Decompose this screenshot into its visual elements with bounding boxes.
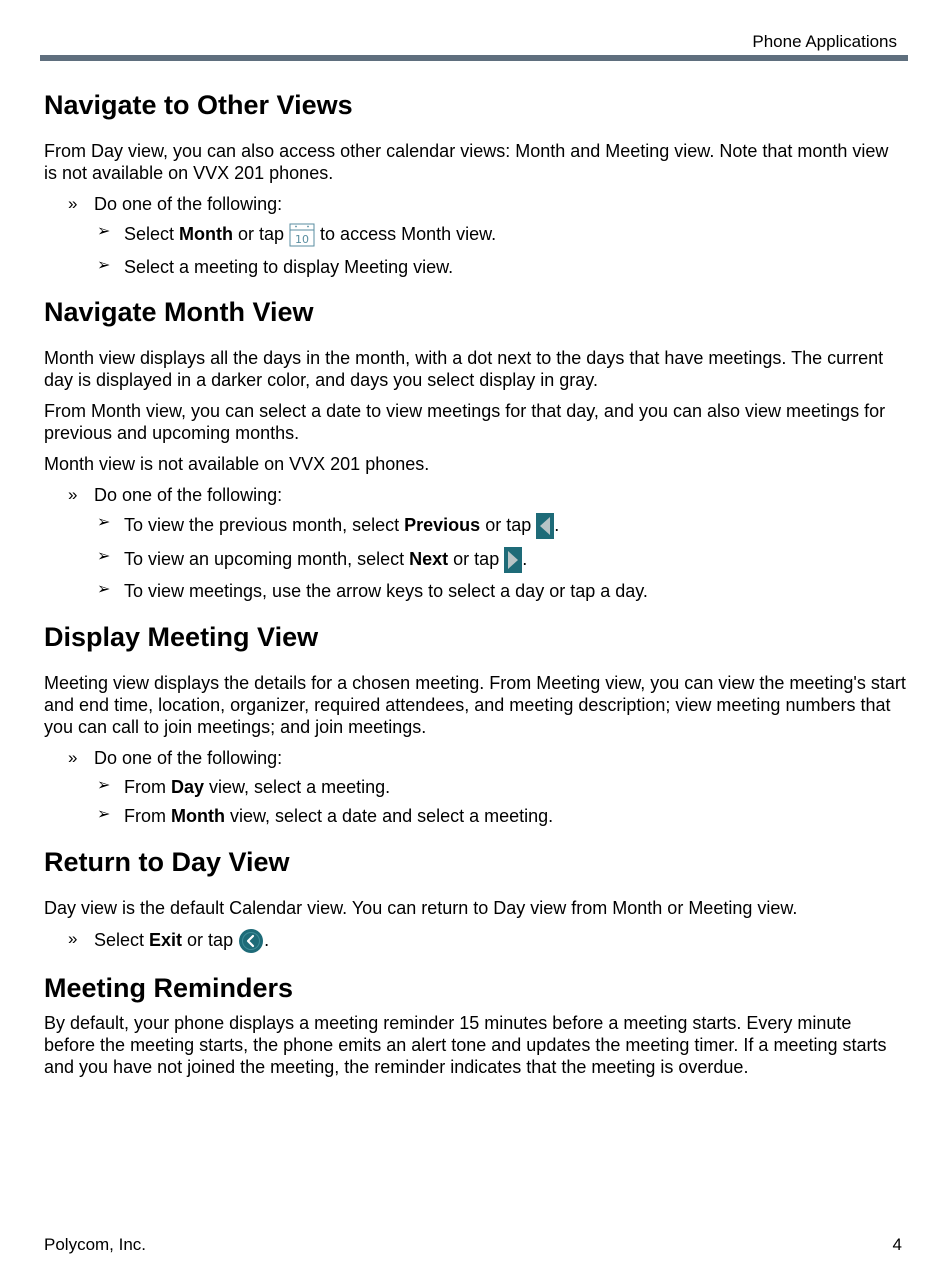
sub-item: ➢ To view the previous month, select Previous or tap . (44, 513, 906, 539)
step-item: » Select Exit or tap . (44, 928, 906, 954)
heading-reminders: Meeting Reminders (44, 972, 294, 1003)
next-arrow-icon (504, 547, 522, 573)
day-view-p1: Day view is the default Calendar view. You can return to Day view from Month or Meeting view. (44, 897, 798, 918)
header-rule (40, 55, 908, 61)
heading-month-view: Navigate Month View (44, 297, 314, 327)
calendar-icon-label: 10 (295, 233, 310, 246)
heading-day-view: Return to Day View (44, 846, 290, 877)
month-view-p3: Month view is not available on VVX 201 phones. (44, 454, 430, 474)
step-marker: » (68, 747, 78, 767)
sub-marker: ➢ (97, 806, 111, 823)
sub-item: ➢ To view an upcoming month, select Next or tap . (44, 547, 906, 573)
step-item: » Do one of the following: (68, 485, 283, 505)
calendar-icon (289, 222, 315, 248)
exit-back-icon (238, 928, 264, 954)
running-header: Phone Applications (752, 32, 897, 51)
heading-other-views: Navigate to Other Views (44, 90, 353, 120)
sub-marker: ➢ (97, 223, 111, 240)
sub-item: ➢ Select Month or tap 10 to access Month view. (97, 223, 497, 246)
month-view-p2: From Month view, you can select a date to view meetings for that day, and you can also view meetings for previous and upcoming months. (44, 401, 886, 443)
sub-item: ➢ To view meetings, use the arrow keys to select a day or tap a day. (97, 581, 648, 601)
page-content (44, 88, 906, 1087)
step-marker: » (68, 194, 78, 213)
month-view-p1: Month view displays all the days in the month, with a dot next to the days that have meetings. The current day is displayed in a darker color, and days you select display in gray. (44, 348, 884, 390)
step-item: » Do one of the following: (68, 747, 283, 768)
footer-company: Polycom, Inc. (44, 1235, 147, 1254)
sub-item: ➢ Select a meeting to display Meeting view. (97, 256, 454, 277)
meeting-view-p1: Meeting view displays the details for a chosen meeting. From Meeting view, you can view the meeting's start and end time, location, organizer, required attendees, and meeting description; view meeting numbers that you can call to join meetings; and join meetings. (44, 672, 906, 737)
sub-item: ➢ From Month view, select a date and select a meeting. (97, 806, 554, 826)
step-marker: » (68, 485, 78, 504)
sub-marker: ➢ (97, 514, 111, 531)
sub-item: ➢ From Day view, select a meeting. (97, 776, 391, 797)
sub-marker: ➢ (97, 256, 111, 274)
previous-arrow-icon (536, 513, 554, 539)
sub-marker: ➢ (97, 581, 111, 598)
step-item: » Do one of the following: (68, 194, 283, 214)
sub-marker: ➢ (97, 776, 111, 794)
step-marker: » (68, 928, 78, 948)
heading-meeting-view: Display Meeting View (44, 621, 319, 652)
sub-marker: ➢ (97, 547, 111, 565)
reminders-p1: By default, your phone displays a meeting reminder 15 minutes before a meeting starts. Every minute before the meeting starts, the phone emits an alert tone and updates the meeting timer. If a meeting starts and you have not joined the meeting, the reminder indicates that the meeting is overdue. (44, 1012, 887, 1077)
footer-page-number: 4 (892, 1235, 902, 1254)
other-views-intro: From Day view, you can also access other calendar views: Month and Meeting view. Note that month view is not available on VVX 201 phones. (44, 141, 889, 183)
